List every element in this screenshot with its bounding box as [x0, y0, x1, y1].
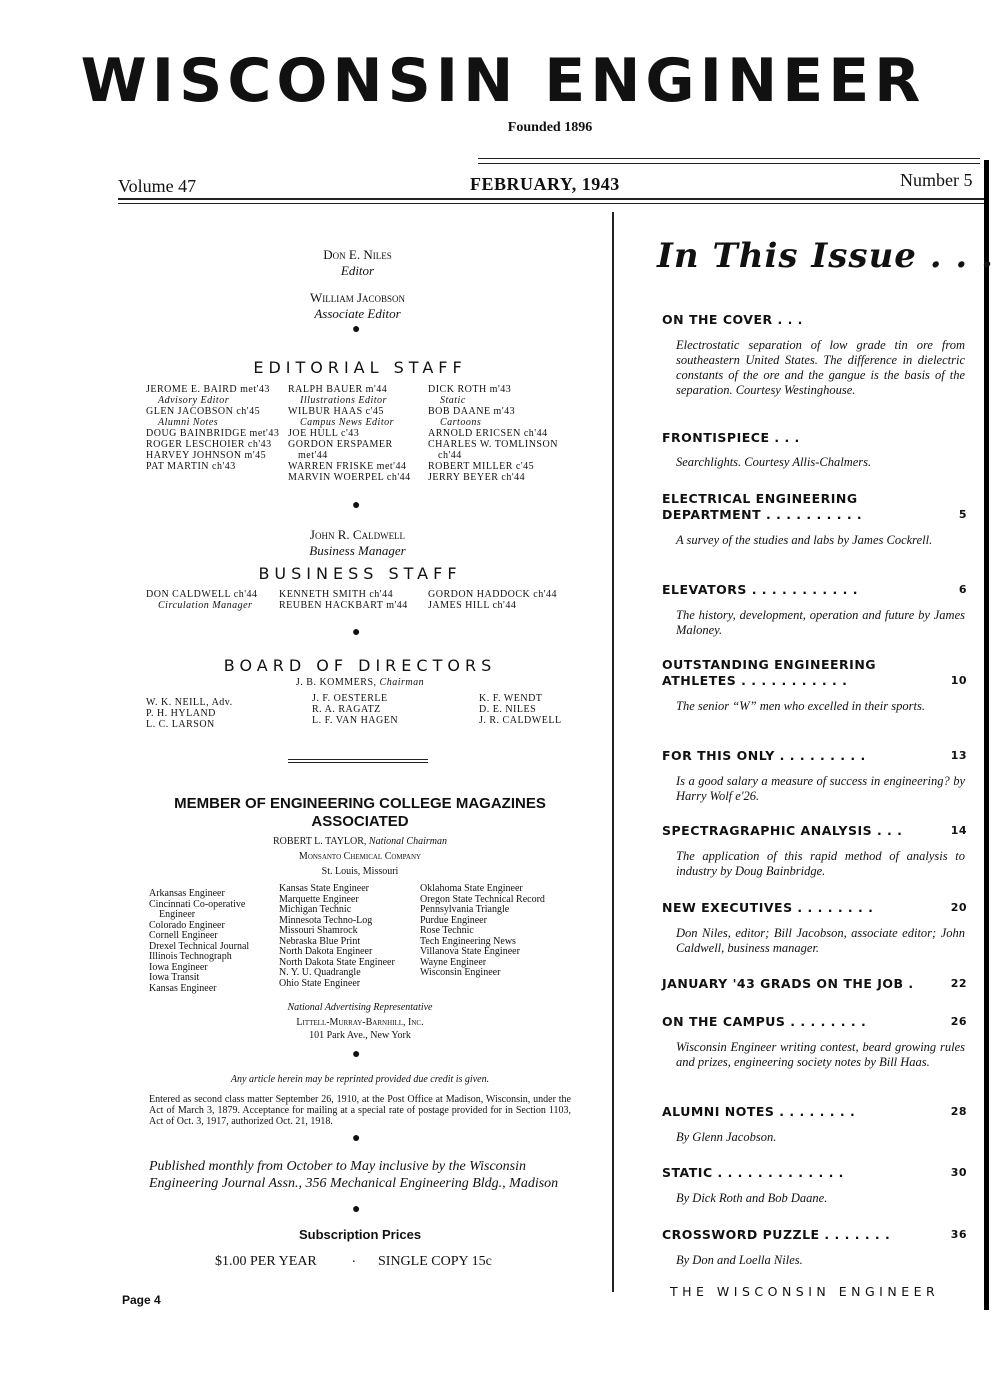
- staff-member: GORDON HADDOCK ch'44: [428, 589, 558, 600]
- volume-label: Volume 47: [118, 176, 197, 196]
- member-magazine: Iowa Transit: [149, 972, 200, 983]
- member-magazine: Villanova State Engineer: [420, 946, 520, 957]
- business-manager-name: John R. Caldwell: [309, 527, 406, 542]
- member-magazine: North Dakota State Engineer: [279, 956, 395, 968]
- member-magazine: Minnesota Techno-Log: [279, 914, 373, 926]
- staff-role: Advisory Editor: [158, 395, 230, 406]
- member-magazine: Iowa Engineer: [149, 961, 208, 973]
- masthead-rule-2: [118, 203, 984, 204]
- staff-member: RALPH BAUER m'44: [288, 384, 388, 395]
- director: J. R. CALDWELL: [479, 715, 562, 726]
- publication-notice: Published monthly from October to May inclusive by the Wisconsin Engineering Journal Assn., 356 Mechanical Engineering Bldg., Madison: [149, 1159, 559, 1191]
- business-staff-col3: [428, 589, 578, 611]
- member-magazine: Wayne Engineer: [420, 956, 487, 968]
- toc-heading: FOR THIS ONLY . . . . . . . . .: [662, 748, 866, 763]
- toc-heading: FRONTISPIECE . . .: [662, 430, 800, 445]
- staff-member: GORDON ERSPAMER: [288, 439, 393, 450]
- toc-heading: OUTSTANDING ENGINEERING ATHLETES . . . . . . . . . . .: [662, 657, 877, 688]
- toc-description: Wisconsin Engineer writing contest, beard growing rules and prizes, engineering society notes by Bill Haas.: [676, 1040, 965, 1069]
- staff-member: GLEN JACOBSON ch'45: [146, 406, 261, 417]
- toc-heading: JANUARY '43 GRADS ON THE JOB .: [662, 976, 914, 991]
- editor-name: Don E. Niles: [323, 247, 392, 262]
- member-magazine: Drexel Technical Journal: [149, 940, 250, 952]
- business-staff-title: BUSINESS STAFF: [258, 564, 462, 583]
- top-rule-2: [478, 163, 980, 164]
- member-magazine: Arkansas Engineer: [149, 888, 225, 899]
- toc-description: The senior “W” men who excelled in their sports.: [676, 699, 925, 713]
- toc-page: 14: [950, 824, 967, 837]
- staff-member: WILBUR HAAS c'45: [288, 406, 384, 417]
- member-title-line1: MEMBER OF ENGINEERING COLLEGE MAGAZINES: [174, 795, 546, 812]
- price-per-year: $1.00 PER YEAR: [215, 1254, 317, 1269]
- board-chairman: [230, 677, 490, 688]
- toc-item-static: [662, 1165, 965, 1206]
- staff-member: JOE HULL c'43: [288, 428, 360, 439]
- column-divider: [612, 212, 614, 1292]
- business-staff-col2: [279, 589, 429, 611]
- member-magazine: Tech Engineering News: [420, 935, 516, 947]
- toc-heading: NEW EXECUTIVES . . . . . . . .: [662, 900, 874, 915]
- bullet-separator: ●: [352, 498, 361, 513]
- page-number: Page 4: [122, 1293, 161, 1307]
- bullet-separator: ●: [352, 1047, 361, 1062]
- staff-member: ch'44: [438, 450, 462, 461]
- member-col2: [279, 884, 419, 989]
- toc-page: 10: [950, 674, 967, 687]
- member-chair-name: ROBERT L. TAYLOR,: [272, 836, 367, 847]
- member-col3: [420, 884, 585, 979]
- staff-role: Alumni Notes: [158, 417, 219, 428]
- toc-page: 5: [958, 508, 967, 521]
- member-magazine: Ohio State Engineer: [279, 977, 361, 989]
- toc-description: The history, development, operation and future by James Maloney.: [676, 608, 965, 637]
- member-magazine: Illinois Technograph: [149, 951, 232, 962]
- editor-title: Editor: [340, 263, 375, 278]
- entry-notice: Entered as second class matter September 26, 1910, at the Post Office at Madison, Wisconsin, under the Act of March 3, 1879. Acceptance for mailing at a special rate of postage provided for in Section 1103, Act of Oct. 3, 1917, authorized Oct. 21, 1918.: [149, 1094, 571, 1127]
- associate-editor-title: Associate Editor: [314, 306, 401, 321]
- member-chair-title: National Chairman: [368, 836, 447, 847]
- member-magazine: Cincinnati Co-operative: [149, 898, 246, 910]
- member-chairman: [200, 836, 520, 848]
- staff-member: CHARLES W. TOMLINSON: [428, 439, 558, 450]
- member-magazine: N. Y. U. Quadrangle: [279, 967, 361, 978]
- bullet-separator: ●: [352, 322, 361, 337]
- director: J. F. OESTERLE: [312, 693, 388, 704]
- member-magazine: Purdue Engineer: [420, 914, 487, 926]
- advertising-address: 101 Park Ave., New York: [309, 1030, 411, 1041]
- staff-member: ARNOLD ERICSEN ch'44: [428, 428, 548, 439]
- toc-page: 22: [950, 977, 967, 990]
- editor-block: [250, 247, 465, 322]
- member-magazine: Nebraska Blue Print: [279, 935, 361, 947]
- staff-member: BOB DAANE m'43: [428, 406, 516, 417]
- toc-description: The application of this rapid method of analysis to industry by Doug Bainbridge.: [676, 849, 965, 878]
- toc-description: By Dick Roth and Bob Daane.: [676, 1191, 828, 1205]
- staff-member: WARREN FRISKE met'44: [288, 461, 407, 472]
- staff-role: Static: [440, 395, 466, 406]
- member-title-line2: ASSOCIATED: [311, 813, 409, 830]
- staff-member: JEROME E. BAIRD met'43: [146, 384, 270, 395]
- toc-item-alumni-notes: [662, 1104, 965, 1145]
- toc-heading: ELECTRICAL ENGINEERING DEPARTMENT . . . . . . . . . .: [662, 491, 863, 522]
- member-magazine: Marquette Engineer: [279, 893, 359, 905]
- member-magazine: Kansas Engineer: [149, 982, 217, 994]
- member-city: St. Louis, Missouri: [321, 866, 399, 877]
- right-edge-bar: [984, 160, 989, 1310]
- toc-description: By Glenn Jacobson.: [676, 1130, 777, 1144]
- staff-member: DICK ROTH m'43: [428, 384, 512, 395]
- associate-editor-name: William Jacobson: [309, 290, 406, 305]
- staff-member: DON CALDWELL ch'44: [146, 589, 258, 600]
- in-this-issue-title: In This Issue . . .: [657, 236, 994, 276]
- toc-page: 6: [958, 583, 967, 596]
- short-rule-2: [288, 762, 428, 763]
- toc-item-elevators: [662, 582, 965, 638]
- toc-item-athletes: [662, 657, 965, 714]
- business-staff-col1: [146, 589, 286, 611]
- staff-member: REUBEN HACKBART m'44: [279, 600, 408, 611]
- director: L. C. LARSON: [146, 719, 215, 730]
- staff-role: Cartoons: [440, 417, 482, 428]
- member-magazine: Oregon State Technical Record: [420, 893, 545, 905]
- short-rule-1: [288, 759, 428, 760]
- toc-item-electrical: [662, 491, 965, 548]
- toc-page: 20: [950, 901, 967, 914]
- bullet-separator: ●: [352, 1131, 361, 1146]
- toc-item-spectragraphic: [662, 823, 965, 879]
- board-chair-title: Chairman: [379, 677, 425, 688]
- staff-role: Illustrations Editor: [300, 395, 387, 406]
- toc-page: 36: [950, 1228, 967, 1241]
- price-single-copy: SINGLE COPY 15c: [378, 1254, 492, 1269]
- toc-item-on-the-campus: [662, 1014, 965, 1070]
- toc-description: By Don and Loella Niles.: [676, 1253, 803, 1267]
- member-title: [140, 795, 580, 831]
- member-company: Monsanto Chemical Company: [298, 851, 422, 862]
- issue-date: FEBRUARY, 1943: [470, 174, 620, 194]
- staff-member: JAMES HILL ch'44: [428, 600, 517, 611]
- board-col3: [479, 693, 599, 726]
- advertising-company: Littell-Murray-Barnhill, Inc.: [296, 1017, 424, 1028]
- toc-heading: ON THE COVER . . .: [662, 312, 803, 327]
- member-magazine: North Dakota Engineer: [279, 946, 373, 957]
- member-magazine: Engineer: [159, 909, 196, 920]
- toc-description: Don Niles, editor; Bill Jacobson, associate editor; John Caldwell, business manager.: [676, 926, 965, 955]
- director: D. E. NILES: [479, 704, 537, 715]
- business-manager-block: [250, 527, 465, 559]
- board-col2: [312, 693, 452, 726]
- staff-role: Circulation Manager: [158, 600, 253, 611]
- masthead-rule-1: [118, 198, 984, 200]
- toc-heading: STATIC . . . . . . . . . . . . .: [662, 1165, 844, 1180]
- member-magazine: Michigan Technic: [279, 904, 352, 915]
- toc-heading: ALUMNI NOTES . . . . . . . .: [662, 1104, 856, 1119]
- board-col1: [146, 697, 286, 730]
- member-magazine: Pennsylvania Triangle: [420, 904, 510, 915]
- staff-member: met'44: [298, 450, 328, 461]
- toc-description: Electrostatic separation of low grade tin ore from southeastern United States. The difference in dielectric constants of the ore and the gangue is the basis of the separation. Courtesy Westinghouse.: [676, 338, 965, 397]
- toc-description: Is a good salary a measure of success in engineering? by Harry Wolf e'26.: [676, 774, 965, 803]
- toc-item-january-grads: [662, 976, 965, 992]
- toc-item-cover: [662, 312, 965, 398]
- toc-heading: CROSSWORD PUZZLE . . . . . . .: [662, 1227, 891, 1242]
- staff-member: HARVEY JOHNSON m'45: [146, 450, 267, 461]
- staff-member: PAT MARTIN ch'43: [146, 461, 236, 472]
- subscription-title: Subscription Prices: [298, 1227, 422, 1242]
- staff-member: KENNETH SMITH ch'44: [279, 589, 394, 600]
- footer-running-title: THE WISCONSIN ENGINEER: [670, 1284, 940, 1299]
- toc-item-new-executives: [662, 900, 965, 956]
- editorial-staff-col3: [428, 384, 578, 483]
- toc-page: 28: [950, 1105, 967, 1118]
- member-magazine: Cornell Engineer: [149, 930, 218, 941]
- toc-heading: ELEVATORS . . . . . . . . . . .: [662, 582, 858, 597]
- director: L. F. VAN HAGEN: [312, 715, 399, 726]
- director: R. A. RAGATZ: [312, 704, 381, 715]
- member-magazine: Wisconsin Engineer: [420, 967, 501, 978]
- toc-item-crossword: [662, 1227, 965, 1268]
- advertising-title: National Advertising Representative: [287, 1002, 433, 1013]
- reprint-notice: Any article herein may be reprinted provided due credit is given.: [230, 1074, 490, 1085]
- bullet-separator: ●: [352, 625, 361, 640]
- member-magazine: Missouri Shamrock: [279, 925, 358, 936]
- business-manager-title: Business Manager: [309, 543, 406, 558]
- staff-member: ROGER LESCHOIER ch'43: [146, 439, 272, 450]
- member-magazine: Kansas State Engineer: [279, 883, 369, 894]
- toc-page: 13: [950, 749, 967, 762]
- toc-description: Searchlights. Courtesy Allis-Chalmers.: [676, 455, 872, 469]
- toc-heading: SPECTRAGRAPHIC ANALYSIS . . .: [662, 823, 903, 838]
- price-separator: .: [352, 1251, 356, 1266]
- toc-page: 30: [950, 1166, 967, 1179]
- member-col1: [149, 889, 279, 994]
- toc-item-for-this-only: [662, 748, 965, 804]
- board-chair-name: J. B. KOMMERS,: [295, 677, 377, 688]
- editorial-staff-col2: [288, 384, 428, 483]
- board-title: BOARD OF DIRECTORS: [223, 656, 497, 675]
- member-magazine: Oklahoma State Engineer: [420, 883, 523, 894]
- member-magazine: Rose Technic: [420, 925, 474, 936]
- founded-line: Founded 1896: [507, 120, 593, 135]
- director: W. K. NEILL, Adv.: [146, 697, 233, 708]
- bullet-separator: ●: [352, 1202, 361, 1217]
- editorial-staff-title: EDITORIAL STAFF: [253, 358, 467, 377]
- toc-item-frontispiece: [662, 430, 965, 470]
- staff-member: DOUG BAINBRIDGE met'43: [146, 428, 280, 439]
- staff-role: Campus News Editor: [300, 417, 395, 428]
- toc-description: A survey of the studies and labs by James Cockrell.: [676, 533, 933, 547]
- issue-number: Number 5: [900, 170, 973, 190]
- staff-member: JERRY BEYER ch'44: [428, 472, 526, 483]
- toc-page: 26: [950, 1015, 967, 1028]
- staff-member: ROBERT MILLER c'45: [428, 461, 535, 472]
- masthead-title: WISCONSIN ENGINEER: [80, 46, 926, 116]
- director: K. F. WENDT: [479, 693, 543, 704]
- director: P. H. HYLAND: [146, 708, 216, 719]
- toc-heading: ON THE CAMPUS . . . . . . . .: [662, 1014, 867, 1029]
- editorial-staff-col1: [146, 384, 286, 472]
- member-magazine: Colorado Engineer: [149, 919, 225, 931]
- staff-member: MARVIN WOERPEL ch'44: [288, 472, 411, 483]
- top-rule-1: [478, 158, 980, 159]
